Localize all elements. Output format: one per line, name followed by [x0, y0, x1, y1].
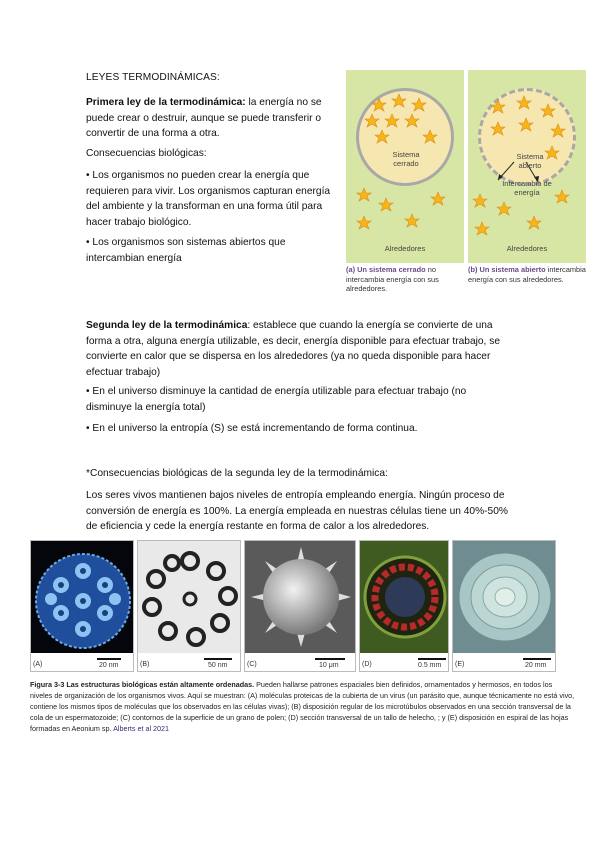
consequences2-title: *Consecuencias biológicas de la segunda ley de la termodinámica:	[86, 468, 388, 479]
caption-b	[468, 265, 588, 284]
consequences2-body: Los seres vivos mantienen bajos niveles de entropía empleando energía. Ningún proceso de conversión de energía es 100%. La energía empleada en nuestras células tiene un 40%-50% de eficiencia y cede la energía restante en forma de calor a los alrededores.	[86, 490, 508, 533]
systems-figure	[346, 70, 592, 304]
aeonium-rosette-icon	[453, 541, 556, 672]
image-d-scale: 0.5 mm	[418, 662, 442, 669]
closed-surroundings-label: Alrededores	[384, 244, 426, 253]
pollen-image	[244, 540, 356, 672]
pollen-grain-icon	[245, 541, 356, 672]
biological-structures-figure	[30, 540, 570, 672]
energy-exchange-label: Intercambio de energía	[502, 179, 552, 197]
first-law-body: la energía no se puede crear o destruir, aunque se puede transferir o convertir de una forma a otra.	[86, 97, 322, 140]
second-law-body: : establece que cuando la energía se convierte de una forma a otra, alguna energía utilizable, es decir, energía disponible para efectuar trabajo, se convierte en calor que se dispersa en los alrededores (ya no queda disponible para hacer efectuar trabajo)	[86, 320, 500, 378]
figure-caption	[30, 679, 575, 734]
virus-image	[30, 540, 134, 672]
caption-a	[346, 265, 466, 294]
open-system-label: Sistema abierto	[516, 152, 544, 170]
closed-system-panel	[346, 70, 464, 263]
bullet-2: • Los organismos son sistemas abiertos que intercambian energía	[86, 237, 286, 264]
microtubule-ring-icon	[138, 541, 241, 672]
caption-b-rest: intercambia energía con sus alrededores.	[468, 265, 586, 284]
image-a-scale: 20 nm	[99, 662, 119, 669]
open-system-panel	[468, 70, 586, 263]
image-b-scale: 50 nm	[208, 662, 228, 669]
bullet-3: • En el universo disminuye la cantidad de energía utilizable para efectuar trabajo (no disminuye la energía total)	[86, 386, 467, 413]
first-law-paragraph	[86, 95, 330, 142]
bullet-1: • Los organismos no pueden crear la energía que requieren para vivir. Los organismos capturan energía del ambiente y la transforman en una forma útil para hacer trabajo biológico.	[86, 170, 331, 228]
image-c-letter: (C)	[247, 661, 257, 668]
image-b-letter: (B)	[140, 661, 150, 668]
fern-stem-section-icon	[360, 541, 449, 672]
image-e-letter: (E)	[455, 661, 465, 668]
second-law-paragraph	[86, 318, 520, 380]
bullet-4: • En el universo la entropía (S) se está incrementando de forma continua.	[86, 423, 418, 434]
second-law-title: Segunda ley de la termodinámica	[86, 320, 248, 331]
figure-caption-body: Pueden hallarse patrones espaciales bien definidos, ornamentados y hermosos, en todos los niveles de organización de los organismos vivos. Aquí se muestran: (A) moléculas proteicas de la cubierta de un virus (un parásito que, aunque técnicamente no está vivo, contiene los mismos tipos de moléculas que los observados en las células vivas); (B) disposición regular de los microtúbulos observados en una sección transversal de la cola de un espermatozoide; (C) contornos de la superficie de un grano de polen; (D) sección transversal de un tallo de helecho, ; y (E) disposición en espiral de las hojas formadas en Aeonium sp.	[30, 680, 575, 733]
image-a-letter: (A)	[33, 661, 43, 668]
caption-a-bold: (a) Un sistema cerrado	[346, 265, 426, 274]
image-e-scale: 20 mm	[525, 662, 547, 669]
fern-stem-image	[359, 540, 449, 672]
virus-capsid-icon	[31, 541, 134, 672]
aeonium-image	[452, 540, 556, 672]
page-heading: LEYES TERMODINÁMICAS:	[86, 72, 220, 83]
image-c-scale: 10 μm	[319, 662, 339, 669]
closed-system-label: Sistema cerrado	[392, 150, 420, 168]
first-law-title: Primera ley de la termodinámica:	[86, 97, 246, 108]
caption-a-rest: no intercambia energía con sus alrededores.	[346, 265, 439, 293]
microtubules-image	[137, 540, 241, 672]
image-d-letter: (D)	[362, 661, 372, 668]
caption-b-bold: (b) Un sistema abierto	[468, 265, 546, 274]
figure-caption-bold: Figura 3-3 Las estructuras biológicas están altamente ordenadas.	[30, 680, 255, 689]
figure-citation: Alberts et al 2021	[113, 724, 170, 733]
consequences-title: Consecuencias biológicas:	[86, 148, 207, 159]
open-surroundings-label: Alrededores	[506, 244, 548, 253]
